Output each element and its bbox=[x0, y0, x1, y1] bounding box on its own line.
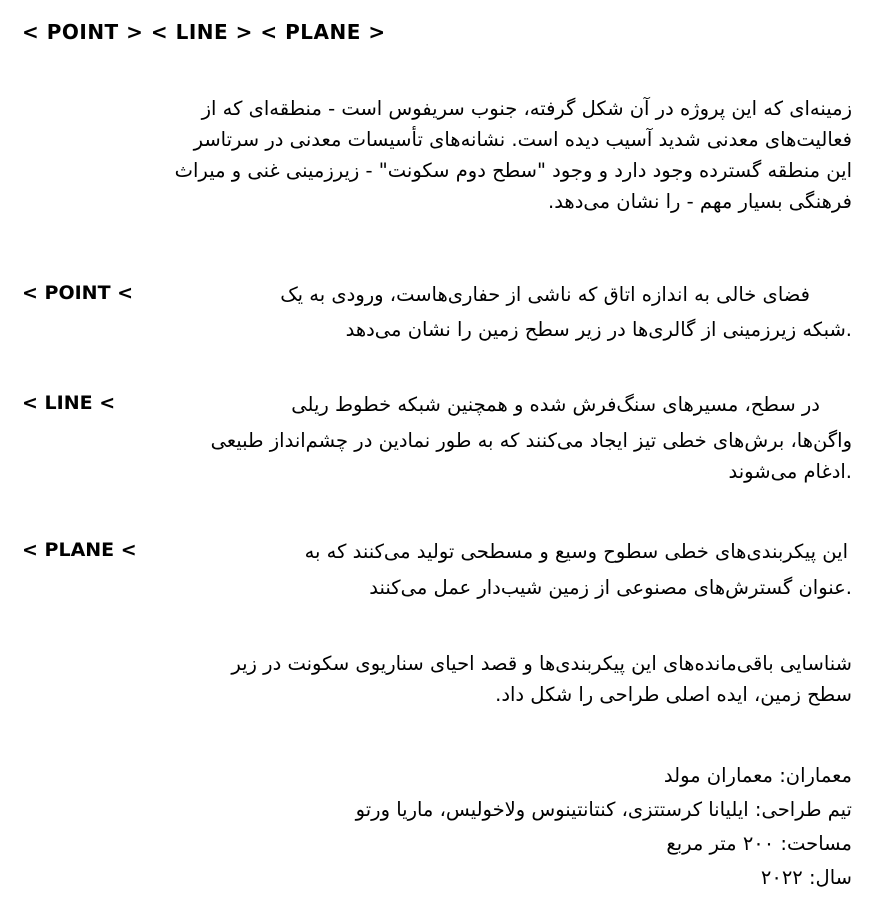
intro-paragraph bbox=[175, 93, 852, 217]
conclusion-line-2: سطح زمین، ایده اصلی طراحی را شکل داد. bbox=[495, 683, 852, 706]
plane-line-2: .عنوان گسترش‌های مصنوعی از زمین شیب‌دار عمل می‌کنند bbox=[369, 576, 852, 599]
line-line-1: در سطح، مسیرهای سنگ‌فرش شده و همچنین شبکه خطوط ریلی bbox=[291, 393, 820, 416]
intro-line-4: فرهنگی بسیار مهم - را نشان می‌دهد. bbox=[548, 190, 852, 213]
header-title: < POINT > < LINE > < PLANE > bbox=[22, 20, 386, 44]
line-tag: < LINE < bbox=[22, 392, 116, 414]
point-tag: < POINT < bbox=[22, 282, 134, 304]
credits-area: مساحت: ۲۰۰ متر مربع bbox=[666, 832, 852, 855]
point-paragraph-cont bbox=[346, 314, 852, 345]
line-line-3: .ادغام می‌شوند bbox=[728, 460, 852, 483]
point-paragraph bbox=[280, 279, 810, 310]
line-paragraph bbox=[291, 389, 820, 420]
line-paragraph-cont bbox=[211, 425, 852, 487]
plane-paragraph bbox=[305, 536, 848, 567]
plane-tag: < PLANE < bbox=[22, 539, 137, 561]
conclusion-line-1: شناسایی باقی‌مانده‌های این پیکربندی‌ها و قصد احیای سناریوی سکونت در زیر bbox=[231, 652, 852, 675]
plane-line-1: این پیکربندی‌های خطی سطوح وسیع و مسطحی تولید می‌کنند که به bbox=[304, 540, 848, 563]
intro-line-3: این منطقه گسترده وجود دارد و وجود "سطح دوم سکونت" - زیرزمینی غنی و میراث bbox=[174, 159, 852, 182]
credits-team: تیم طراحی: ایلیانا کرستتزی، کنتانتینوس ولاخولیس، ماریا ورتو bbox=[355, 798, 852, 821]
intro-line-1: زمینه‌ای که این پروژه در آن شکل گرفته، جنوب سریفوس است - منطقه‌ای که از bbox=[201, 97, 852, 120]
credits-architects: معماران: معماران مولد bbox=[663, 764, 852, 787]
credits-year: سال: ۲۰۲۲ bbox=[760, 866, 852, 889]
line-line-2: واگن‌ها، برش‌های خطی تیز ایجاد می‌کنند که به طور نمادین در چشم‌انداز طبیعی bbox=[210, 429, 852, 452]
point-line-1: فضای خالی به اندازه اتاق که ناشی از حفاری‌هاست، ورودی به یک bbox=[280, 283, 810, 306]
intro-line-2: فعالیت‌های معدنی شدید آسیب دیده است. نشانه‌های تأسیسات معدنی در سرتاسر bbox=[193, 128, 852, 151]
credits bbox=[356, 759, 852, 895]
point-line-2: .شبکه زیرزمینی از گالری‌ها در زیر سطح زمین را نشان می‌دهد bbox=[345, 318, 852, 341]
conclusion-paragraph bbox=[231, 648, 852, 710]
plane-paragraph-cont bbox=[369, 572, 852, 603]
